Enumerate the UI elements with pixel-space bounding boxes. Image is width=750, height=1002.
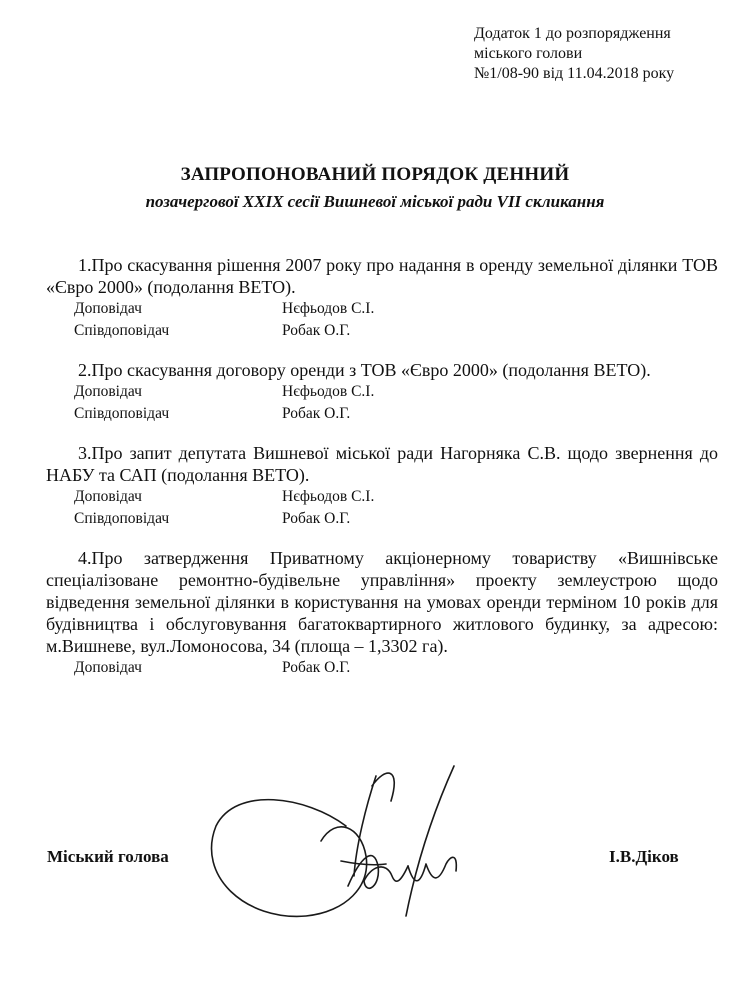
document-title: ЗАПРОПОНОВАНИЙ ПОРЯДОК ДЕННИЙ (180, 164, 570, 185)
co-speaker-role: Співдоповідач (74, 405, 170, 422)
agenda-item (46, 442, 718, 530)
addendum-note (474, 24, 724, 84)
co-speaker-row (46, 320, 718, 342)
handwritten-signature (196, 746, 496, 966)
agenda-item-text: 1.Про скасування рішення 2007 року про надання в оренду земельної ділянки ТОВ «Євро 2000» (подолання ВЕТО). (46, 255, 718, 297)
co-speaker-name: Робак О.Г. (282, 510, 351, 527)
co-speaker-name: Робак О.Г. (282, 405, 351, 422)
co-speaker-name: Робак О.Г. (282, 322, 351, 339)
speaker-row (46, 486, 718, 508)
speaker-row (46, 657, 718, 679)
agenda-item (46, 254, 718, 342)
speaker-name: Нєфьодов С.І. (282, 383, 375, 400)
co-speaker-role: Співдоповідач (74, 322, 170, 339)
agenda-item (46, 547, 718, 679)
co-speaker-row (46, 403, 718, 425)
speaker-role: Доповідач (74, 659, 142, 676)
agenda-list (46, 254, 718, 696)
speaker-role: Доповідач (74, 383, 142, 400)
agenda-item (46, 359, 718, 425)
speaker-role: Доповідач (74, 488, 142, 505)
agenda-item-text: 2.Про скасування договору оренди з ТОВ «Євро 2000» (подолання ВЕТО). (78, 360, 651, 380)
co-speaker-role: Співдоповідач (74, 510, 170, 527)
signatory-position: Міський голова (47, 847, 169, 866)
speaker-row (46, 298, 718, 320)
document-subtitle: позачергової XXIX сесії Вишневої міської ради VII скликання (145, 192, 605, 211)
speaker-role: Доповідач (74, 300, 142, 317)
addendum-line-3: №1/08-90 від 11.04.2018 року (474, 65, 675, 82)
speaker-name: Нєфьодов С.І. (282, 488, 375, 505)
speaker-row (46, 381, 718, 403)
agenda-item-text: 4.Про затвердження Приватному акціонерному товариству «Вишнівське спеціалізоване ремонтно-будівельне управління» проекту землеустрою щодо відведення земельної ділянки в користування на умовах оренди терміном 10 років для будівництва і обслуговування багатоквартирного житлового будинку, за адресою: м.Вишневе, вул.Ломоносова, 34 (площа – 1,3302 га). (46, 548, 718, 656)
addendum-line-1: Додаток 1 до розпорядження (474, 25, 671, 42)
signatory-name: І.В.Діков (609, 847, 679, 866)
addendum-line-2: міського голови (474, 45, 583, 62)
speaker-name: Нєфьодов С.І. (282, 300, 375, 317)
speaker-name: Робак О.Г. (282, 659, 351, 676)
agenda-item-text: 3.Про запит депутата Вишневої міської ради Нагорняка С.В. щодо звернення до НАБУ та САП (подолання ВЕТО). (46, 443, 718, 485)
co-speaker-row (46, 508, 718, 530)
